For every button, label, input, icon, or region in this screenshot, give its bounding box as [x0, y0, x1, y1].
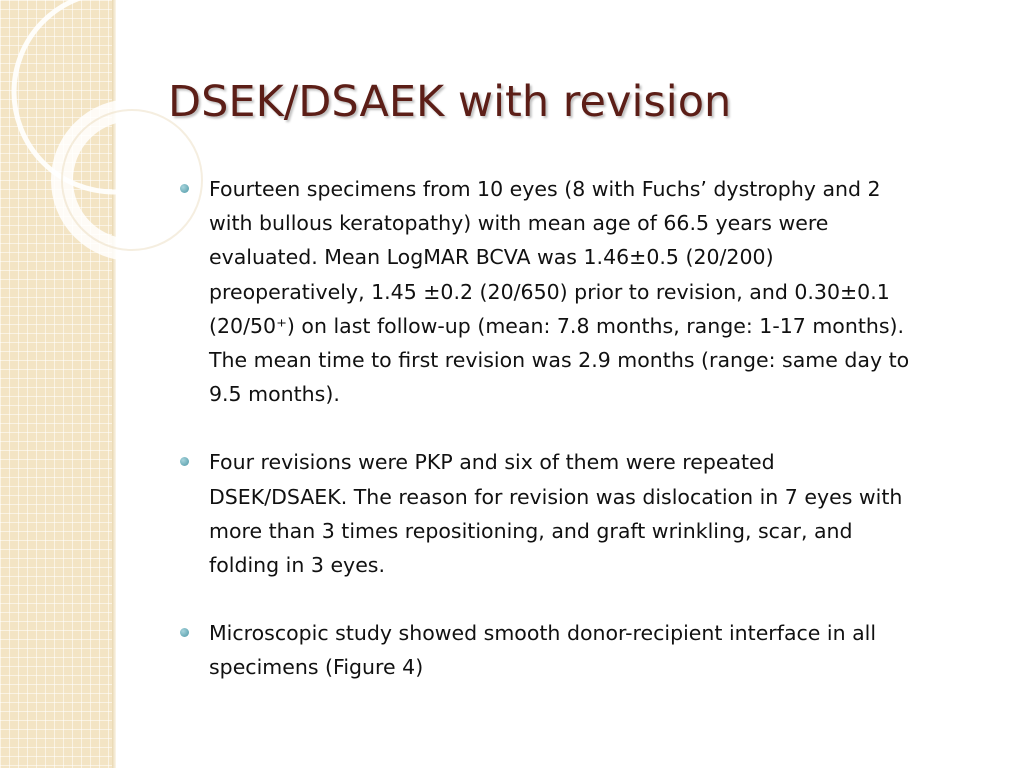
bullet-item	[176, 172, 916, 411]
bullet-dot-icon	[180, 184, 189, 193]
side-panel-edge	[112, 0, 116, 768]
bullet-text: Four revisions were PKP and six of them were repeated DSEK/DSAEK. The reason for revision was dislocation in 7 eyes with more than 3 times repositioning, and graft wrinkling, scar, and folding in 3 eyes.	[209, 450, 903, 578]
bullet-item	[176, 445, 916, 582]
decorative-side-panel	[0, 0, 112, 768]
bullet-list	[176, 172, 916, 719]
bullet-dot-icon	[180, 457, 189, 466]
bullet-text: Fourteen specimens from 10 eyes (8 with Fuchs’ dystrophy and 2 with bullous keratopathy) with mean age of 66.5 years were evaluated. Mean LogMAR BCVA was 1.46±0.5 (20/200) preoperatively, 1.45 ±0.2 (20/650) prior to revision, and 0.30±0.1 (20/50⁺) on last follow-up (mean: 7.8 months, range: 1-17 months). The mean time to first revision was 2.9 months (range: same day to 9.5 months).	[209, 177, 910, 407]
slide-title: DSEK/DSAEK with revision	[168, 77, 732, 127]
bullet-item	[176, 616, 916, 684]
bullet-dot-icon	[180, 628, 189, 637]
bullet-text: Microscopic study showed smooth donor-recipient interface in all specimens (Figure 4)	[209, 621, 877, 680]
